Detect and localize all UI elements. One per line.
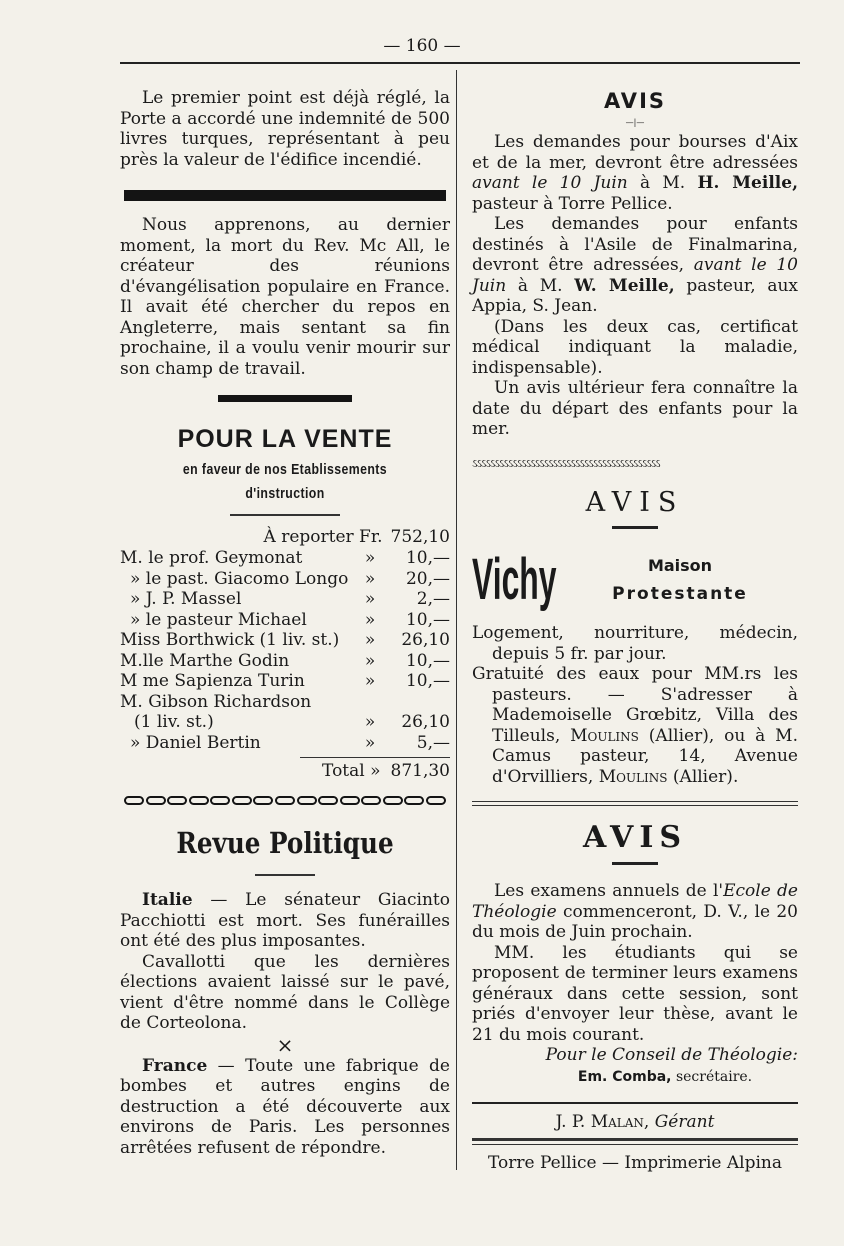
page-number: — 160 — (383, 36, 461, 56)
france-label: France (142, 1055, 208, 1076)
avis2-logement: Logement, nourriture, médecin, depuis 5 fr. par jour. (472, 623, 798, 664)
italie-label: Italie (142, 890, 193, 910)
avis1-depart: Un avis ultérieur fera connaître la date du départ des enfants pour la mer. (472, 378, 798, 439)
title-flourish (255, 874, 315, 876)
avis3-title: AVIS (582, 820, 688, 855)
gerant-role: Gérant (654, 1111, 715, 1132)
signature-line: Pour le Conseil de Théologie: (545, 1045, 798, 1065)
list-item: » Daniel Bertin » 5,— (130, 732, 450, 753)
list-item: M.lle Marthe Godin » 10,— (120, 650, 450, 671)
left-column (120, 88, 450, 1158)
signature (472, 1066, 798, 1088)
list-item: M. le prof. Geymonat » 10,— (120, 548, 450, 568)
total-line (120, 760, 450, 782)
vichy-block (472, 537, 798, 623)
total-rule (300, 757, 450, 758)
avis2-gratuite: Gratuité des eaux pour MM.rs les pasteurs. — S'adresser à Mademoiselle Grœbitz, Villa des Tilleuls, Moulins (Allier), ou à M. Camus pasteur, 14, Avenue d'Orvilliers, Moulins (Allier). (472, 664, 798, 787)
separator-bar (124, 190, 446, 201)
list-item: M. Gibson Richardson (120, 691, 312, 712)
report-line (120, 526, 450, 548)
total-label: Total » (322, 761, 381, 781)
list-item: » le pasteur Michael » 10,— (130, 609, 450, 630)
avis3-examens: Les examens annuels de l'Ecole de Théologie commenceront, D. V., le 20 du mois de Juin prochain. (472, 881, 798, 942)
list-item: M me Sapienza Turin » 10,— (120, 671, 450, 691)
signature-role: secrétaire. (675, 1068, 753, 1085)
avis1-title: AVIS (603, 89, 667, 113)
avis3-etudiants: MM. les étudiants qui se proposent de terminer leurs examens généraux dans cette session, sont priés d'envoyer leur thèse, avant le 21 du mois courant. (472, 942, 798, 1045)
report-label: À reporter Fr. (263, 527, 383, 547)
list-item: » J. P. Massel » 2,— (130, 589, 450, 609)
avis1-bourses: Les demandes pour bourses d'Aix et de la mer, devront être adressées avant le 10 Juin à M. H. Meille, pasteur à Torre Pellice. (472, 132, 798, 214)
vente-subtitle: en faveur de nos Etablissements d'instruction (182, 461, 388, 502)
avis2-rule (612, 526, 658, 529)
right-column (472, 88, 798, 1174)
gerant-name: J. P. Malan, (555, 1111, 650, 1132)
vichy-logo: Vichy (472, 547, 557, 612)
article-mc-all: Nous apprenons, au dernier moment, la mort du Rev. Mc All, le créateur des réunions d'évangélisation populaire en France. Il avait été chercher du repos en Angleterre, mais sentant sa fin prochaine, il a voulu venir mourir sur son champ de travail. (120, 215, 450, 379)
double-rule (472, 801, 798, 806)
cross-separator: × (276, 1032, 294, 1057)
gerant-rule (472, 1102, 798, 1104)
wave-ornament: ઽઽઽઽઽઽઽઽઽઽઽઽઽઽઽઽઽઽઽઽઽઽઽઽઽઽઽઽઽઽઽઽઽઽઽઽઽઽઽઽઽઽ (472, 456, 660, 470)
revue-title: Revue Politique (176, 826, 394, 860)
article-france: France — Toute une fabrique de bombes et autres engins de destruction a été découverte aux environs de Paris. Les personnes arrêtées refusent de répondre. (120, 1055, 450, 1158)
top-rule (120, 62, 800, 64)
small-ornament: —|— (625, 118, 645, 127)
article-indemnity: Le premier point est déjà réglé, la Porte a accordé une indemnité de 500 livres turques, représentant à peu près la valeur de l'édifice incendié. (120, 88, 450, 170)
protestante-label: Protestante (612, 584, 748, 604)
report-value: 752,10 (390, 527, 450, 547)
maison-label: Maison (647, 556, 713, 575)
ornament-flourish (230, 514, 340, 516)
list-item: » le past. Giacomo Longo » 20,— (130, 568, 450, 589)
article-italie: Italie — Le sénateur Giacinto Pacchiotti est mort. Ses funérailles ont été des plus imposantes. (120, 890, 450, 951)
avis3-rule (612, 862, 658, 865)
gerant-line (472, 1112, 798, 1133)
avis2-title: AVIS (585, 487, 685, 518)
article-cavallotti: Cavallotti que les dernières élections avaient laissé sur le pavé, vient d'être nommé dans le Collège de Corteolona. (120, 951, 450, 1033)
imprint-line: Torre Pellice — Imprimerie Alpina (487, 1153, 782, 1173)
avis1-asile: Les demandes pour enfants destinés à l'Asile de Finalmarina, devront être adressées, avant le 10 Juin à M. W. Meille, pasteur, aux Appia, S. Jean. (472, 214, 798, 316)
column-rule (456, 70, 457, 1170)
avis1-certificat: (Dans les deux cas, certificat médical indiquant la maladie, indispensable). (472, 316, 798, 378)
total-value: 871,30 (390, 761, 450, 781)
signature-name: Em. Comba, (577, 1068, 672, 1085)
vente-title: POUR LA VENTE (177, 425, 393, 453)
chain-ornament (124, 794, 446, 806)
imprint-rule (472, 1138, 798, 1145)
list-item: (1 liv. st.) » 26,10 (134, 712, 450, 732)
donation-list (120, 548, 450, 753)
short-separator-bar (218, 395, 352, 402)
list-item: Miss Borthwick (1 liv. st.) » 26,10 (120, 630, 450, 650)
